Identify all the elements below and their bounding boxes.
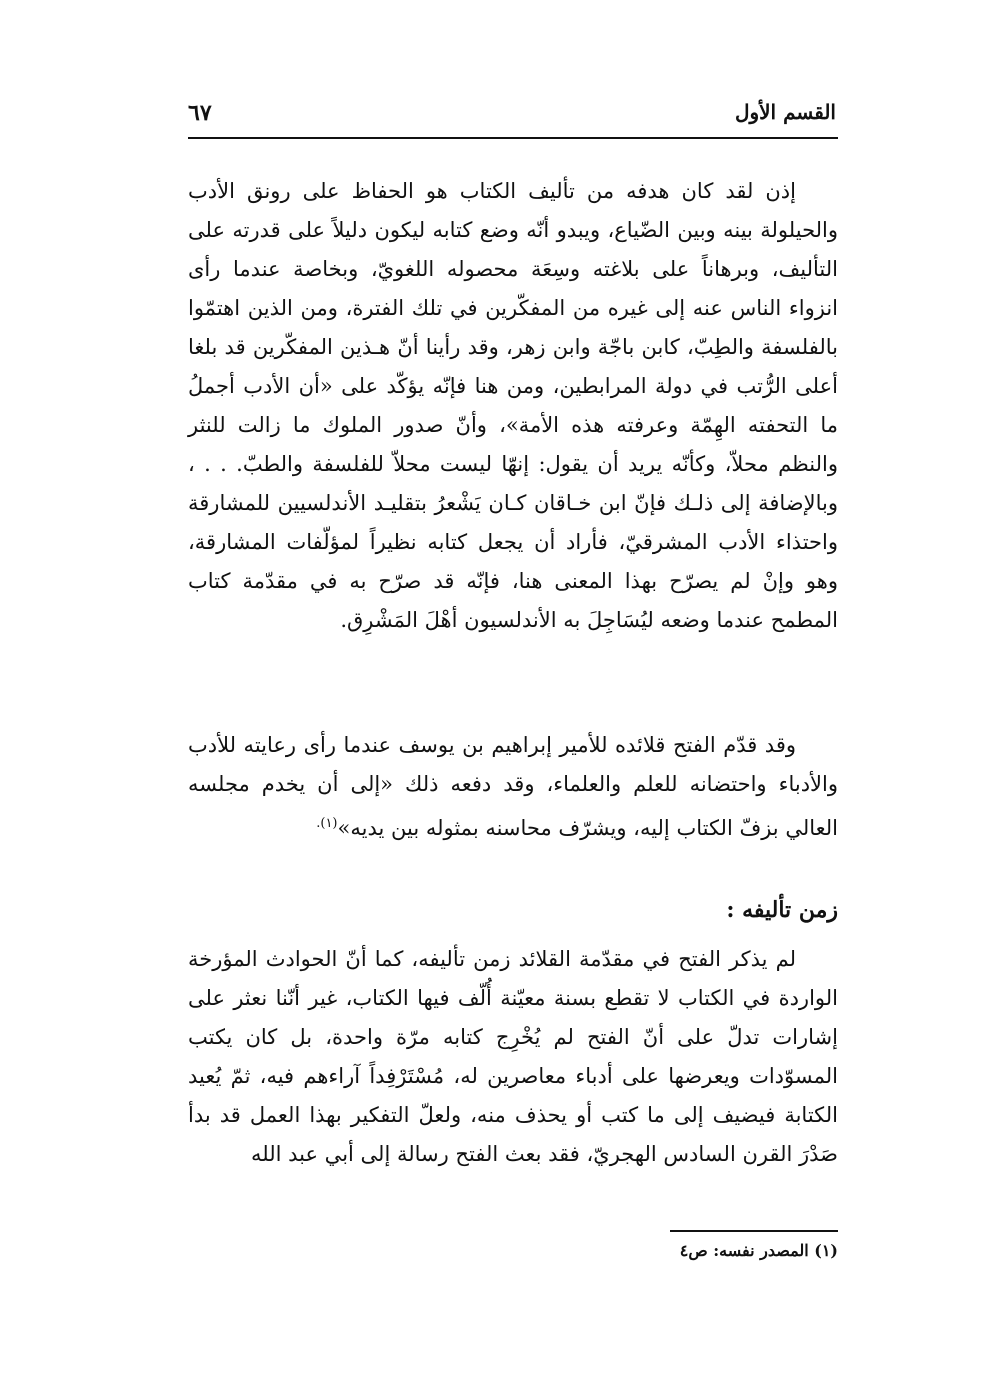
header-divider	[188, 137, 838, 139]
paragraph-2	[188, 726, 838, 848]
footnote-divider	[670, 1230, 838, 1232]
paragraph-2-text: وقد قدّم الفتح قلائده للأمير إبراهيم بن يوسف عندما رأى رعايته للأدب والأدباء واحتضانه للعلم والعلماء، وقد دفعه ذلك «إلى أن يخدم مجلسه العالي بزفّ الكتاب إليه، ويشرّف محاسنه بمثوله بين يديه»	[188, 733, 838, 840]
paragraph-3: لم يذكر الفتح في مقدّمة القلائد زمن تأليفه، كما أنّ الحوادث المؤرخة الواردة في الكتاب لا تقطع بسنة معيّنة أُلّف فيها الكتاب، غير أنّنا نعثر على إشارات تدلّ على أنّ الفتح لم يُخْرِج كتابه مرّة واحدة، بل كان يكتب المسوّدات ويعرضها على أدباء معاصرين له، مُسْتَرْفِداً آراءهم فيه، ثمّ يُعيد الكتابة فيضيف إلى ما كتب أو يحذف منه، ولعلّ التفكير بهذا العمل قد بدأ صَدْرَ القرن السادس الهجريّ، فقد بعث الفتح رسالة إلى أبي عبد الله	[188, 947, 838, 1166]
paragraph-1: إذن لقد كان هدفه من تأليف الكتاب هو الحفاظ على رونق الأدب والحيلولة بينه وبين الضّياع، ويبدو أنّه وضع كتابه ليكون دليلاً على قدرته على التأليف، وبرهاناً على بلاغته وسِعَة محصوله اللغويّ، وبخاصة عندما رأى انزواء الناس عنه إلى غيره من المفكّرين في تلك الفترة، ومن الذين اهتمّوا بالفلسفة والطِبّ، كابن باجّة وابن زهر، وقد رأينا أنّ هـذين المفكّرين قد بلغا أعلى الرُّتب في دولة المرابطين، ومن هنا فإنّه يؤكّد على «أن الأدب أجملُ ما التحفته الهِمّة وعرفته هذه الأمة»، وأنّ صدور الملوك ما زالت للنثر والنظم محلاّ، وكأنّه يريد أن يقول: إنهّا ليست محلاّ للفلسفة والطبّ. . . ، وبالإضافة إلى ذلـك فإنّ ابن خـاقان كـان يَشْعرُ بتقليـد الأندلسيين للمشارقة واحتذاء الأدب المشرقيّ، فأراد أن يجعل كتابه نظيراً لمؤلّفات المشارقة، وهو وإنْ لم يصرّح بهذا المعنى هنا، فإنّه قد صرّح به في مقدّمة كتاب المطمح عندما وضعه ليُسَاجِلَ به الأندلسيون أهْلَ المَشْرِق.	[188, 179, 839, 632]
footnote-reference: (١).	[316, 816, 338, 831]
page-number: ٦٧	[188, 100, 212, 126]
page-header	[188, 100, 836, 140]
running-header-title: القسم الأول	[734, 100, 836, 124]
section-subheading: زمن تأليفه :	[726, 897, 838, 923]
footnote: (١) المصدر نفسه: ص٤	[679, 1241, 838, 1260]
